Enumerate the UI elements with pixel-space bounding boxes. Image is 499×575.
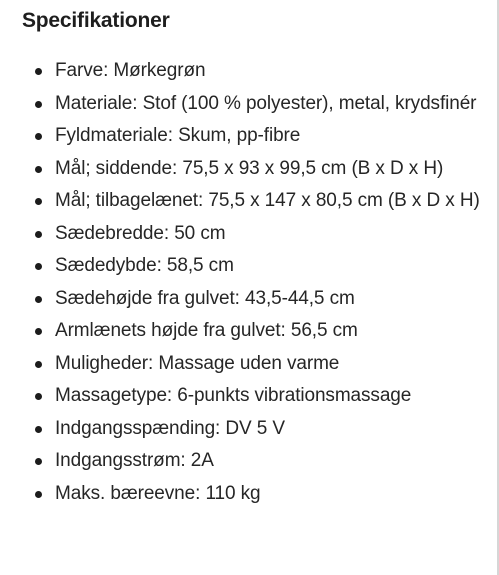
spec-item-input-voltage: [0, 413, 495, 446]
spec-text: Fyldmateriale: Skum, pp-fibre: [55, 125, 301, 146]
spec-item-seat-height: [0, 283, 495, 316]
bullet-icon: [35, 328, 42, 335]
spec-text: Indgangsspænding: DV 5 V: [55, 417, 285, 439]
spec-item-color: [0, 55, 495, 88]
spec-text: Muligheder: Massage uden varme: [55, 352, 340, 374]
bullet-icon: [35, 198, 42, 205]
bullet-icon: [35, 296, 42, 303]
spec-item-massage-type: [0, 380, 495, 413]
spec-text: Mål; tilbagelænet: 75,5 x 147 x 80,5 cm (B x D x H): [55, 190, 480, 211]
bullet-icon: [35, 231, 42, 238]
spec-item-seat-depth: [0, 250, 495, 283]
spec-item-material: [0, 88, 495, 121]
spec-item-input-current: [0, 445, 495, 478]
bullet-icon: [35, 426, 42, 433]
bullet-icon: [35, 393, 42, 400]
bullet-icon: [35, 68, 42, 75]
bullet-icon: [35, 263, 42, 270]
spec-text: Massagetype: 6-punkts vibrationsmassage: [55, 385, 412, 406]
bullet-icon: [35, 491, 42, 498]
bullet-icon: [35, 101, 42, 108]
spec-text: Indgangsstrøm: 2A: [55, 450, 214, 471]
spec-text: Mål; siddende: 75,5 x 93 x 99,5 cm (B x D x H): [55, 157, 444, 179]
viewport-cutoff: [0, 571, 495, 575]
spec-text: Materiale: Stof (100 % polyester), metal, krydsfinér: [55, 92, 477, 114]
bullet-icon: [35, 133, 42, 140]
spec-text: Farve: Mørkegrøn: [55, 60, 206, 81]
bullet-icon: [35, 361, 42, 368]
spec-item-armrest-height: [0, 315, 495, 348]
spec-text: Sædebredde: 50 cm: [55, 222, 226, 244]
spec-item-filling: [0, 120, 495, 153]
spec-item-options: [0, 348, 495, 381]
spec-text: Sædedybde: 58,5 cm: [55, 255, 234, 276]
bullet-icon: [35, 166, 42, 173]
spec-item-seat-width: [0, 218, 495, 251]
specification-list: [0, 55, 495, 510]
bullet-icon: [35, 458, 42, 465]
spec-text: Armlænets højde fra gulvet: 56,5 cm: [55, 320, 358, 341]
spec-item-dimensions-seated: [0, 153, 495, 186]
section-title: Specifikationer: [22, 9, 170, 32]
spec-text: Maks. bæreevne: 110 kg: [55, 482, 261, 504]
spec-text: Sædehøjde fra gulvet: 43,5-44,5 cm: [55, 287, 355, 309]
spec-item-dimensions-reclined: [0, 185, 495, 218]
spec-item-max-load: [0, 478, 495, 510]
